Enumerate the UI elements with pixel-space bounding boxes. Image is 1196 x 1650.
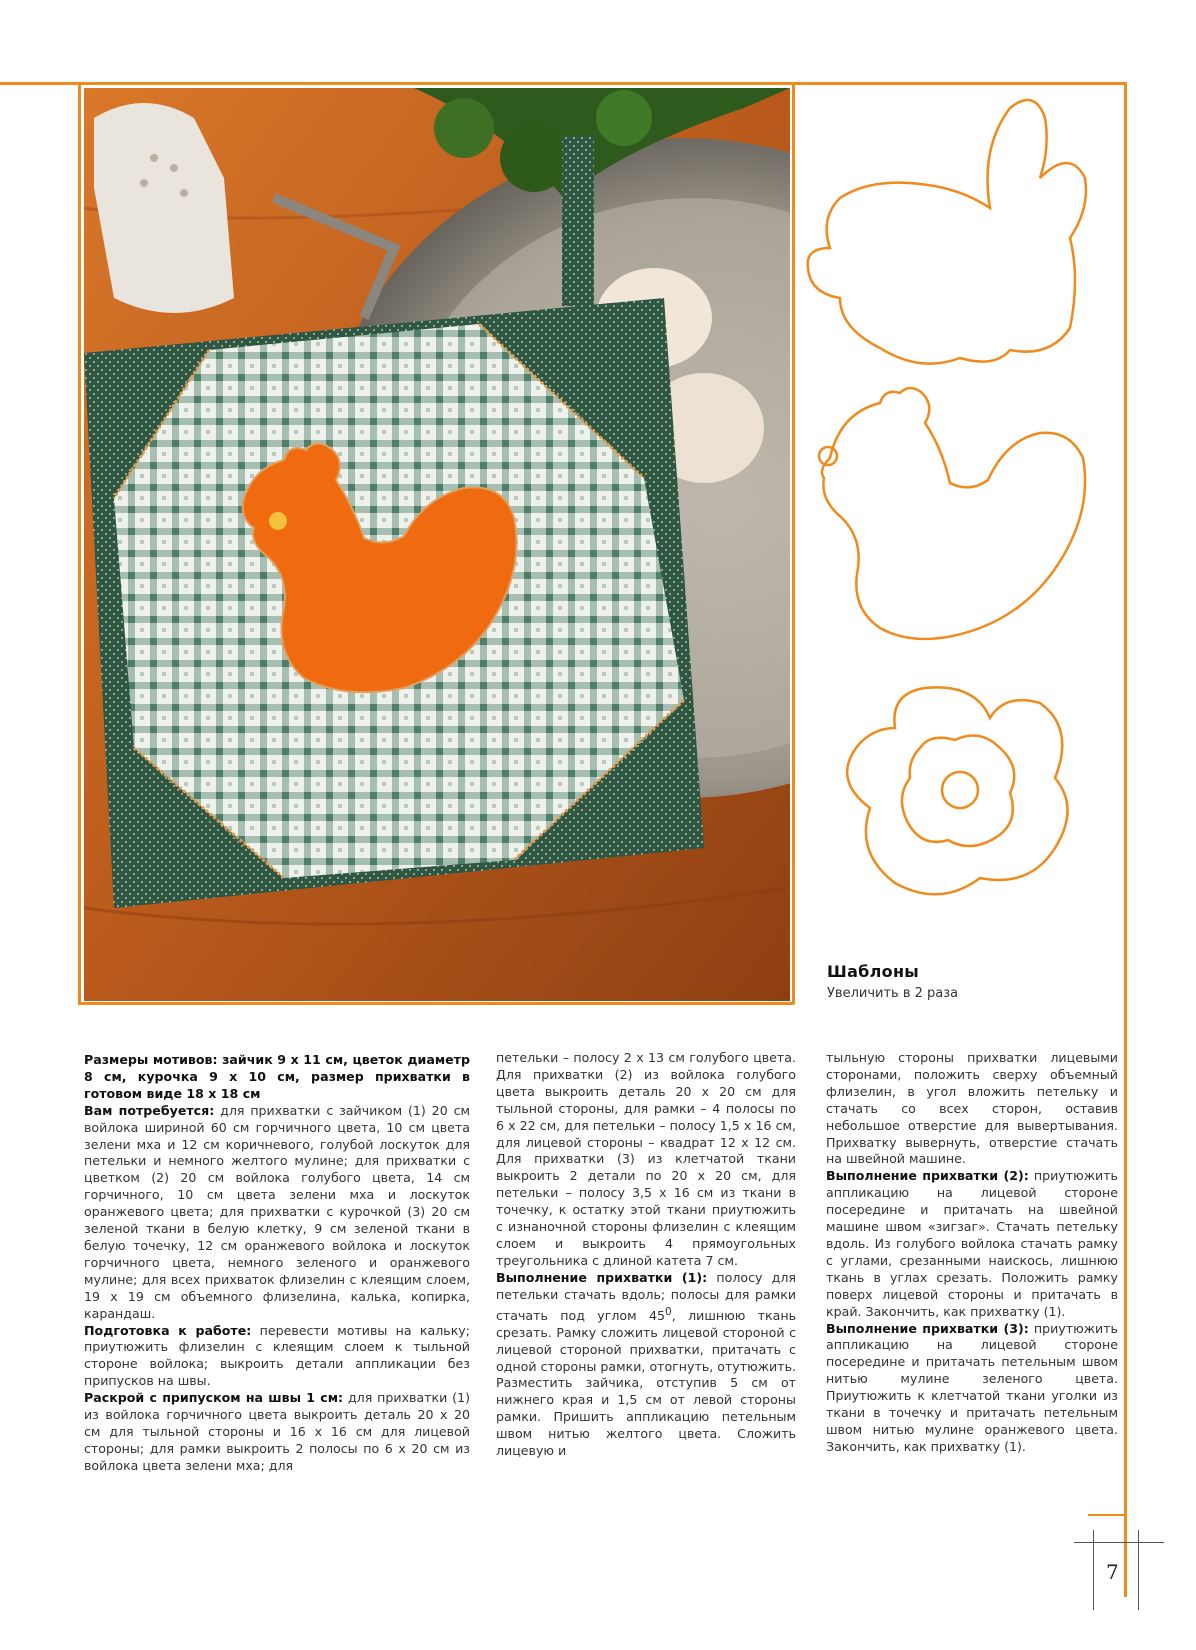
cutting-continued: петельки – полосу 2 х 13 см голубого цвета. Для прихватки (2) из войлока голубого цвета выкроить деталь 20 х 20 см для тыльной стороны, для рамки – 4 полосы по 6 х 22 см, для петельки – полосу 1,5 х 16 см, для лицевой стороны – квадрат 12 х 12 см. Для прихватки (3) из клетчатой ткани выкроить 2 детали по 20 х 20 см, для петельки – полосу 3,5 х 16 см из ткани в точечку, к остатку этой ткани приутюжить с изнаночной стороны флизелин с клеящим слоем и выкроить 4 прямоугольных треугольника с длиной катета 7 см. <box>496 1050 796 1268</box>
text-bottom-line <box>1088 1514 1126 1516</box>
cutting-text: для прихватки (1) из войлока горчичного цвета выкроить деталь 20 х 20 см для тыльной стороны и 16 х 16 см для лицевой стороны; для рамки выкроить 2 полосы по 6 х 20 см из войлока цвета зелени мха; для <box>84 1390 470 1473</box>
photo-left-line <box>78 82 81 1004</box>
motif-sizes: Размеры мотивов: зайчик 9 х 11 см, цветок диаметр 8 см, курочка 9 х 10 см, размер прихватки в готовом виде 18 х 18 см <box>84 1052 470 1101</box>
potholder-photo <box>84 88 790 1001</box>
execution-1-label: Выполнение прихватки (1): <box>496 1269 708 1285</box>
photo-bottom-line <box>78 1002 794 1005</box>
templates-subtitle: Увеличить в 2 раза <box>827 986 959 1001</box>
execution-1-text-b: , лишнюю ткань срезать. Рамку сложить лицевой стороной с лицевой стороной прихватки, притачать с одной стороны рамки, отогнуть, отутюжить. Разместить зайчика, отступив 5 см от нижнего края и 1,5 см от левой стороны рамки. Пришить аппликацию петельным швом нитью желтого цвета. Сложить лицевую и <box>496 1307 796 1459</box>
degree-sup: 0 <box>665 1305 672 1318</box>
rabbit-template <box>808 100 1086 364</box>
materials-text: для прихватки с зайчиком (1) 20 см войлока шириной 60 см горчичного цвета, 10 см цвета зелени мха и 12 см коричневого, голубой лоскуток для петельки и немного желтого мулине; для прихватки с цветком (2) 20 см войлока голубого цвета, 14 см горчичного, 10 см цвета зелени мха и лоскуток оранжевого цвета; для прихватки с курочкой (3) 20 см зеленой ткани в белую клетку, 9 см зеленой ткани в белую точечку, 12 см оранжевого войлока и лоскуток горчичного цвета, немного зеленого и оранжевого мулине; для всех прихваток флизелин с клеящим слоем, 19 х 19 см объемного флизелина, калька, копирка, карандаш. <box>84 1102 470 1321</box>
text-column-2 <box>496 1050 796 1460</box>
execution-3-text: приутюжить аппликацию на лицевой стороне посередине и притачать петельным швом нитью мулине зеленого цвета. Приутюжить к клетчатой ткани уголки из ткани в точечку и притачать петельным швом нитью мулине оранжевого цвета. Закончить, как прихватку (1). <box>826 1320 1118 1454</box>
page-corner-mark <box>1074 1542 1164 1543</box>
hen-eye-template <box>819 447 837 465</box>
templates-panel <box>800 88 1115 978</box>
execution-3-label: Выполнение прихватки (3): <box>826 1320 1029 1336</box>
preparation-label: Подготовка к работе: <box>84 1322 252 1338</box>
execution-2-label: Выполнение прихватки (2): <box>826 1168 1029 1184</box>
page-number: 7 <box>1106 1560 1119 1584</box>
execution-1-text-a: полосу для петельки стачать вдоль; полосы для рамки стачать под углом 45 <box>496 1269 796 1323</box>
page-corner-mark-vertical <box>1093 1530 1094 1610</box>
frame-top-line <box>0 82 1126 85</box>
cutting-label: Раскрой с припуском на швы 1 см: <box>84 1390 344 1406</box>
divider-line <box>792 82 795 1004</box>
templates-title: Шаблоны <box>827 962 920 981</box>
materials-label: Вам потребуется: <box>84 1102 215 1118</box>
flower-template <box>847 687 1067 894</box>
text-column-1 <box>84 1052 470 1475</box>
preparation-text: перевести мотивы на кальку; приутюжить флизелин с клеящим слоем к тыльной стороне войлока; выкроить детали аппликации без припусков на швы. <box>84 1322 470 1389</box>
frame-right-line <box>1124 82 1127 1597</box>
hen-template <box>822 388 1085 639</box>
page-corner-mark-vertical-2 <box>1138 1530 1139 1610</box>
execution-2-text: приутюжить аппликацию на лицевой стороне посередине и притачать на швейной машине швом «зигзаг». Стачать петельку вдоль. Из голубого войлока стачать рамку с углами, срезанными наискось, лишнюю ткань в углах срезать. Положить рамку поверх лицевой стороны и притачать в край. Закончить, как прихватку (1). <box>826 1168 1118 1319</box>
text-column-3 <box>826 1050 1118 1456</box>
execution-1-continued: тыльную стороны прихватки лицевыми сторонами, положить сверху объемный флизелин, в угол вложить петельку и стачать со всех сторон, оставив небольшое отверстие для вывертывания. Прихватку вывернуть, отверстие стачать на швейной машине. <box>826 1050 1118 1167</box>
